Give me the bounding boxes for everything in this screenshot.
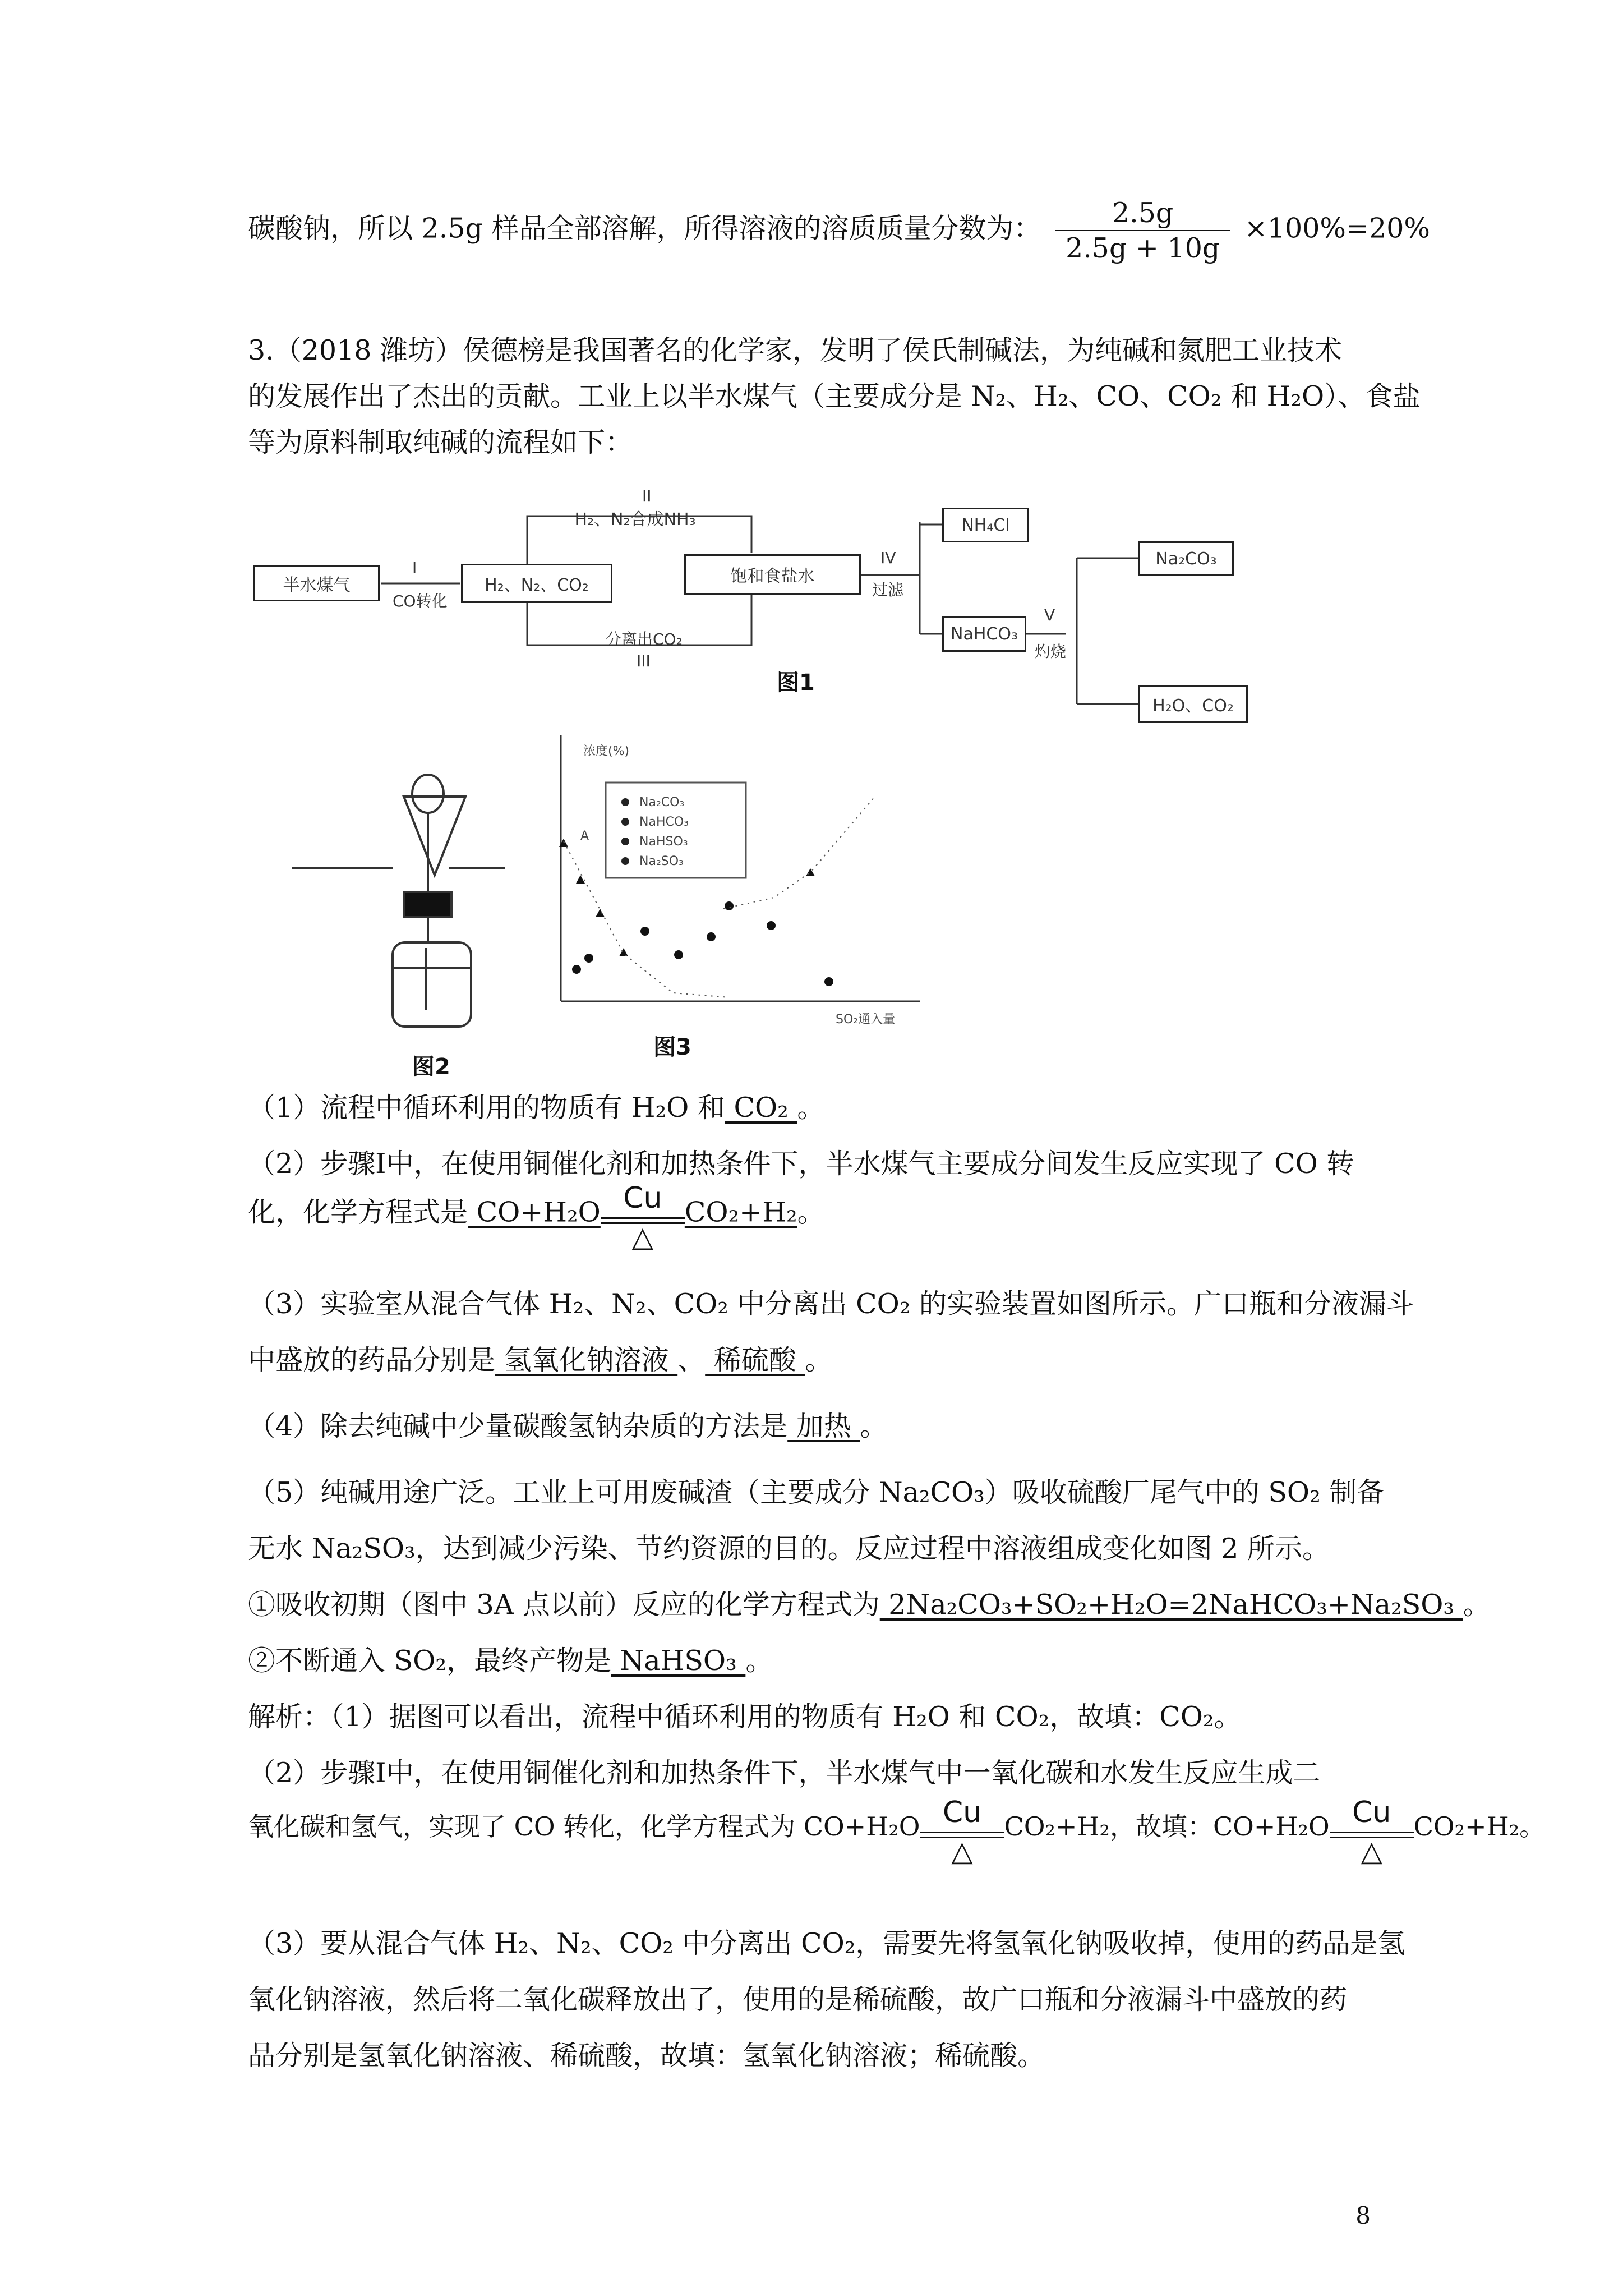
question-2-line-1: （2）步骤Ⅰ中，在使用铜催化剂和加热条件下，半水煤气主要成分间发生反应实现了 CO 转 — [248, 1148, 1354, 1180]
question-3-end: 。 — [805, 1344, 833, 1376]
chart-ylabel: 浓度(%) — [583, 744, 630, 758]
question-1 — [248, 1092, 825, 1124]
figure-3-label: 图3 — [653, 1034, 691, 1060]
concentration-chart — [0, 0, 1623, 1066]
box-sodium-carbonate: Na₂CO₃ — [1138, 541, 1234, 576]
box-semi-water-gas: 半水煤气 — [253, 565, 380, 601]
legend-item-nahco3: NaHCO₃ — [639, 815, 689, 829]
box-ammonia-synthesis: H₂、N₂合成NH₃ — [574, 509, 696, 530]
question-2-end: 。 — [797, 1196, 825, 1228]
question-4-answer: 加热 — [787, 1410, 860, 1442]
chart-xlabel: SO₂通入量 — [836, 1013, 896, 1027]
question-2-text: 化，化学方程式是 — [248, 1196, 468, 1228]
step-4-numeral: IV — [880, 549, 896, 567]
figure-2-label: 图2 — [412, 1054, 450, 1080]
legend-item-na2so3: Na₂SO₃ — [639, 854, 684, 868]
step-3-label: 分离出CO₂ — [606, 630, 683, 648]
question-5-line-2: 无水 Na₂SO₃，达到减少污染、节约资源的目的。反应过程中溶液组成变化如图 2 所示。 — [248, 1533, 1330, 1565]
solution-2-end: CO₂+H₂。 — [1413, 1811, 1546, 1842]
figure-1-label: 图1 — [777, 670, 815, 696]
question-2-line-2 — [248, 1181, 825, 1253]
question-4-end: 。 — [860, 1410, 888, 1442]
heat-symbol-1: △ — [951, 1835, 973, 1867]
solution-3-line-2: 氧化钠溶液，然后将二氧化碳释放出了，使用的是稀硫酸，故广口瓶和分液漏斗中盛放的药 — [248, 1984, 1348, 2016]
step-3-numeral: III — [637, 652, 651, 670]
question-5-part-1 — [248, 1589, 1491, 1621]
catalyst-label-1: Cu — [942, 1796, 982, 1829]
question-5-part-2-answer: NaHSO₃ — [611, 1645, 746, 1677]
chart-points — [559, 839, 833, 986]
question-3-answer-2: 稀硫酸 — [705, 1344, 805, 1376]
reaction-condition — [601, 1181, 685, 1253]
step-5-label: 灼烧 — [1035, 642, 1067, 661]
question-3-separator: 、 — [677, 1344, 706, 1376]
catalyst-label-2: Cu — [1352, 1796, 1391, 1829]
solution-2-line-1: （2）步骤Ⅰ中，在使用铜催化剂和加热条件下，半水煤气中一氧化碳和水发生反应生成二 — [248, 1757, 1321, 1789]
solution-2-middle: CO₂+H₂，故填：CO+H₂O — [1004, 1811, 1330, 1842]
box-sodium-bicarbonate: NaHCO₃ — [942, 616, 1026, 652]
step-1-numeral: I — [412, 558, 417, 577]
question-3-line-1: （3）实验室从混合气体 H₂、N₂、CO₂ 中分离出 CO₂ 的实验装置如图所示。广口瓶和分液漏斗 — [248, 1288, 1414, 1320]
step-4-label: 过滤 — [872, 581, 904, 599]
solution-2-line-2 — [248, 1796, 1546, 1867]
step-2-numeral: II — [642, 487, 652, 505]
legend-item-nahso3: NaHSO₃ — [639, 835, 688, 849]
legend-item-na2co3: Na₂CO₃ — [639, 795, 685, 809]
question-2-answer-left: CO+H₂O — [468, 1196, 601, 1228]
fraction-denominator: 2.5g + 10g — [1066, 232, 1220, 264]
question-1-answer: CO₂ — [725, 1092, 797, 1124]
question-5-line-1: （5）纯碱用途广泛。工业上可用废碱渣（主要成分 Na₂CO₃）吸收硫酸厂尾气中的 SO₂ 制备 — [248, 1476, 1385, 1508]
chart-point-a: A — [580, 829, 589, 843]
q3-line-3: 等为原料制取纯碱的流程如下： — [248, 426, 633, 458]
heat-symbol: △ — [631, 1221, 654, 1253]
question-5-part-2-text: ②不断通入 SO₂，最终产物是 — [248, 1645, 611, 1677]
question-5-part-2 — [248, 1645, 773, 1677]
solution-3-line-1: （3）要从混合气体 H₂、N₂、CO₂ 中分离出 CO₂，需要先将氢氧化钠吸收掉，使用的药品是氢 — [248, 1927, 1405, 1959]
q3-line-1: 3.（2018 潍坊）侯德榜是我国著名的化学家，发明了侯氏制碱法，为纯碱和氮肥工业技术 — [248, 334, 1343, 366]
step-5-numeral: V — [1044, 606, 1055, 624]
question-4-text: （4）除去纯碱中少量碳酸氢钠杂质的方法是 — [248, 1410, 788, 1442]
solution-1: 解析：（1）据图可以看出，流程中循环利用的物质有 H₂O 和 CO₂，故填：CO₂。 — [248, 1701, 1242, 1733]
question-1-text: （1）流程中循环利用的物质有 H₂O 和 — [248, 1092, 725, 1124]
solution-3-line-3: 品分别是氢氧化钠溶液、稀硫酸，故填：氢氧化钠溶液；稀硫酸。 — [248, 2040, 1045, 2072]
q3-line-2: 的发展作出了杰出的贡献。工业上以半水煤气（主要成分是 N₂、H₂、CO、CO₂ 和 H₂O）、食盐 — [248, 380, 1421, 412]
question-3-line-2 — [248, 1346, 832, 1374]
question-5-part-1-text: ①吸收初期（图中 3A 点以前）反应的化学方程式为 — [248, 1589, 880, 1621]
question-3-answer-1: 氢氧化钠溶液 — [495, 1344, 678, 1376]
box-saturated-brine: 饱和食盐水 — [684, 554, 861, 595]
box-ammonium-chloride: NH₄Cl — [942, 508, 1029, 542]
question-5-part-2-end: 。 — [745, 1645, 773, 1677]
reaction-condition-2 — [1330, 1796, 1414, 1867]
box-gas-mixture: H₂、N₂、CO₂ — [461, 564, 612, 603]
catalyst-label: Cu — [623, 1181, 662, 1215]
question-5-part-1-answer: 2Na₂CO₃+SO₂+H₂O=2NaHCO₃+Na₂SO₃ — [879, 1589, 1463, 1621]
heat-symbol-2: △ — [1361, 1835, 1382, 1867]
solution-2-text: 氧化碳和氢气，实现了 CO 转化，化学方程式为 CO+H₂O — [248, 1811, 920, 1842]
question-5-part-1-end: 。 — [1463, 1589, 1491, 1621]
question-4 — [248, 1412, 887, 1440]
step-1-label: CO转化 — [393, 592, 448, 610]
question-3-text: 中盛放的药品分别是 — [248, 1344, 496, 1376]
box-water-co2: H₂O、CO₂ — [1138, 685, 1248, 723]
question-1-end: 。 — [797, 1092, 825, 1124]
calc-result: ×100%=20% — [1244, 212, 1430, 245]
fraction-numerator: 2.5g — [1055, 199, 1230, 231]
calc-text: 碳酸钠，所以 2.5g 样品全部溶解，所得溶液的溶质质量分数为： — [248, 212, 1041, 245]
reaction-condition-1 — [920, 1796, 1004, 1867]
page-number: 8 — [1355, 2202, 1371, 2229]
question-2-answer-right: CO₂+H₂ — [684, 1196, 797, 1228]
